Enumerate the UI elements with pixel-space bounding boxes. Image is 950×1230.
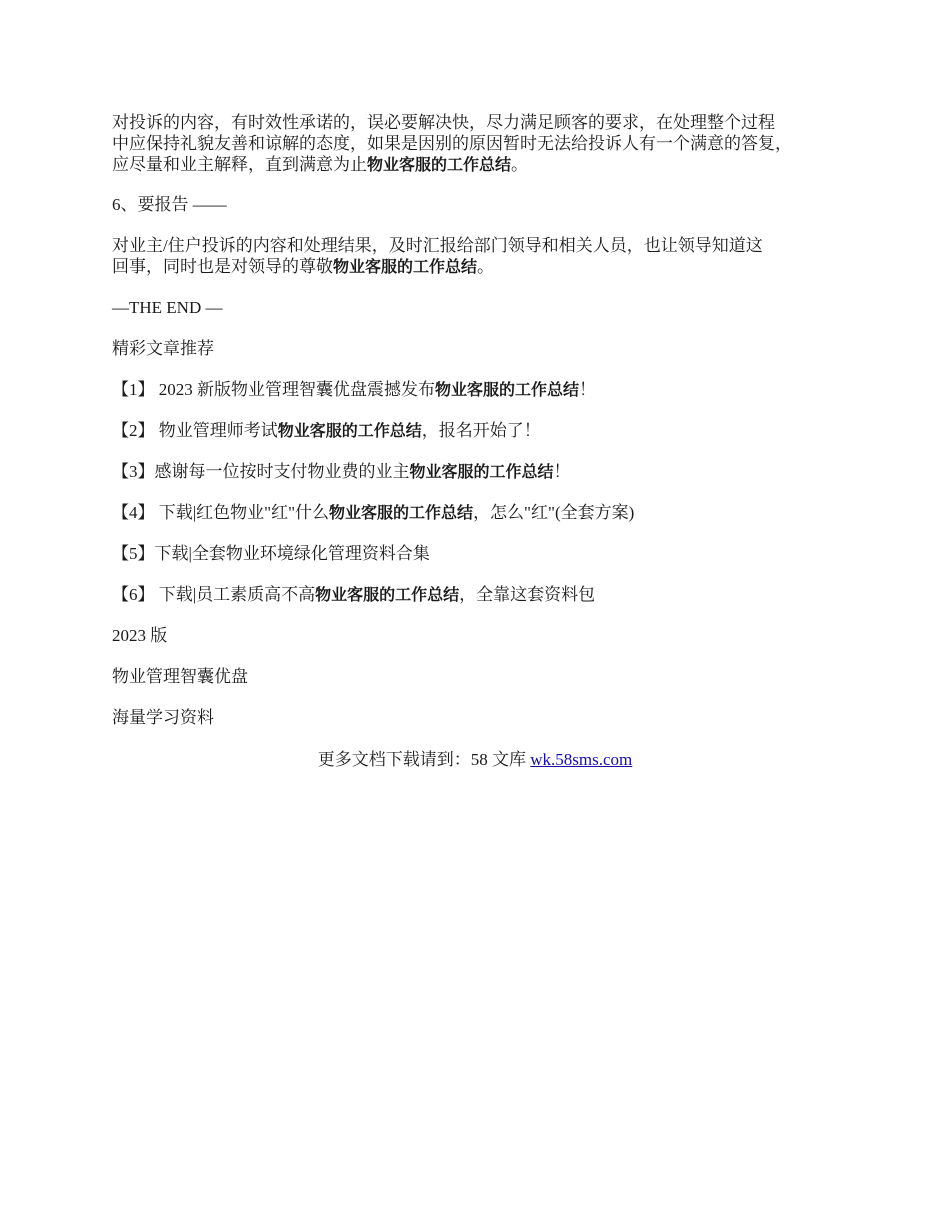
paragraph-complaint-handling: [112, 112, 852, 175]
paragraph-line: 对投诉的内容，有时效性承诺的，误必要解决快，尽力满足顾客的要求，在处理整个过程: [112, 113, 775, 132]
paragraph-line: 回事，同时也是对领导的尊敬: [112, 257, 333, 276]
paragraph-line: 应尽量和业主解释，直到满意为止: [112, 155, 367, 174]
section-heading-report: 6、要报告 ——: [112, 195, 227, 214]
promo-line-version: 2023 版: [112, 626, 168, 645]
article-title-end: ！: [553, 462, 571, 481]
keyword-bold: 物业客服的工作总结: [333, 257, 478, 276]
article-link-2[interactable]: [112, 420, 852, 441]
article-title-end: ，全靠这套资料包: [459, 585, 596, 604]
promo-line-product: 物业管理智囊优盘: [112, 667, 248, 686]
article-title: 【6】 下载|员工素质高不高: [112, 585, 316, 604]
article-link-3[interactable]: [112, 461, 852, 482]
article-link-5[interactable]: [112, 543, 852, 564]
download-footer: [0, 749, 950, 770]
keyword-bold: 物业客服的工作总结: [329, 503, 474, 522]
article-title-end: ，怎么"红"(全套方案): [473, 503, 635, 522]
paragraph-line: 中应保持礼貌友善和谅解的态度，如果是因别的原因暂时无法给投诉人有一个满意的答复，: [112, 134, 792, 153]
article-link-4[interactable]: [112, 502, 852, 523]
footer-link[interactable]: wk.58sms.com: [530, 750, 633, 769]
article-title: 【3】感谢每一位按时支付物业费的业主: [112, 462, 410, 481]
article-title-end: ，报名开始了！: [421, 421, 541, 440]
keyword-bold: 物业客服的工作总结: [277, 421, 422, 440]
footer-text: 更多文档下载请到：58 文库: [317, 750, 531, 769]
keyword-bold: 物业客服的工作总结: [367, 155, 512, 174]
paragraph-line-end: 。: [511, 155, 529, 174]
recommend-title: 精彩文章推荐: [112, 339, 214, 358]
the-end-marker: —THE END —: [112, 298, 223, 317]
paragraph-line: 对业主/住户投诉的内容和处理结果，及时汇报给部门领导和相关人员，也让领导知道这: [112, 236, 763, 255]
article-title: 【5】下载|全套物业环境绿化管理资料合集: [112, 544, 430, 563]
article-link-6[interactable]: [112, 584, 852, 605]
promo-line-materials: 海量学习资料: [112, 708, 214, 727]
keyword-bold: 物业客服的工作总结: [435, 380, 580, 399]
document-body: [112, 112, 852, 748]
article-title: 【4】 下载|红色物业"红"什么: [112, 503, 330, 522]
paragraph-report: [112, 235, 852, 277]
article-title-end: ！: [579, 380, 597, 399]
article-link-1[interactable]: [112, 379, 852, 400]
article-title: 【1】 2023 新版物业管理智囊优盘震撼发布: [112, 380, 435, 399]
paragraph-line-end: 。: [477, 257, 495, 276]
keyword-bold: 物业客服的工作总结: [409, 462, 554, 481]
article-title: 【2】 物业管理师考试: [112, 421, 278, 440]
keyword-bold: 物业客服的工作总结: [315, 585, 460, 604]
